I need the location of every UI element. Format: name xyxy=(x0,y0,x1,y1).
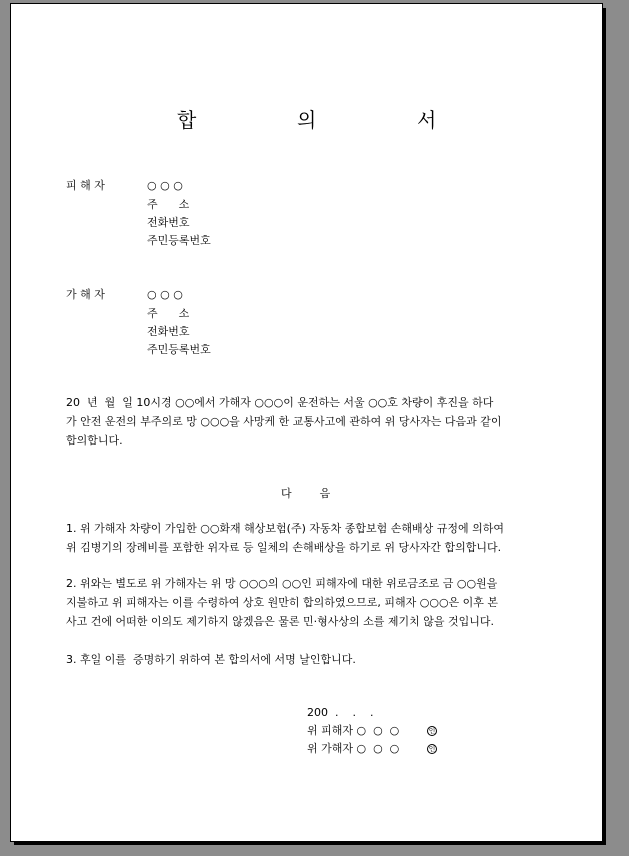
clause-line: 2. 위와는 별도로 위 가해자는 위 망 ○○○의 ○○인 피해자에 대한 위로금조로 금 ○○원을 xyxy=(66,577,498,590)
seal-icon: 인 xyxy=(428,745,436,753)
intro-line: 합의합니다. xyxy=(66,434,123,447)
intro-line: 20 년 월 일 10시경 ○○에서 가해자 ○○○이 운전하는 서울 ○○호 차량이 후진을 하다 xyxy=(66,396,494,409)
title-char-3: 서 xyxy=(417,108,437,132)
victim-phone-label: 전화번호 xyxy=(147,216,190,229)
offender-phone-label: 전화번호 xyxy=(147,325,190,338)
offender-name-marks: ○ ○ ○ xyxy=(147,288,183,301)
page-shadow-right xyxy=(603,8,606,845)
signature-offender-line: 위 가해자 ○ ○ ○ xyxy=(307,742,400,755)
clause-line: 1. 위 가해자 차량이 가입한 ○○화재 해상보험(주) 자동차 종합보험 손해배상 규정에 의하여 xyxy=(66,522,505,535)
clause-line: 3. 후일 이를 증명하기 위하여 본 합의서에 서명 날인합니다. xyxy=(66,653,356,666)
victim-resident-id-label: 주민등록번호 xyxy=(147,234,211,247)
page-shadow-bottom xyxy=(14,842,606,845)
seal-icon: 인 xyxy=(428,727,436,735)
clause-line: 지불하고 위 피해자는 이를 수령하여 상호 원만히 합의하였으므로, 피해자 ○○○은 이후 본 xyxy=(66,596,499,609)
victim-label: 피 해 자 xyxy=(66,179,105,192)
clause-line: 사고 건에 어떠한 이의도 제기하지 않겠음은 물론 민·형사상의 소를 제기치 않을 것입니다. xyxy=(66,615,494,628)
offender-resident-id-label: 주민등록번호 xyxy=(147,343,211,356)
next-heading: 다 음 xyxy=(281,487,331,500)
signature-date: 200 . . . xyxy=(307,706,374,719)
offender-label: 가 해 자 xyxy=(66,288,105,301)
victim-name-marks: ○ ○ ○ xyxy=(147,179,183,192)
title-char-1: 합 xyxy=(177,108,197,132)
victim-address-label: 주 소 xyxy=(147,198,190,211)
document-page xyxy=(10,3,603,842)
title-char-2: 의 xyxy=(297,108,317,132)
clause-line: 위 김병기의 장례비를 포함한 위자료 등 일체의 손해배상을 하기로 위 당사자간 합의합니다. xyxy=(66,541,502,554)
signature-victim-line: 위 피해자 ○ ○ ○ xyxy=(307,724,400,737)
offender-address-label: 주 소 xyxy=(147,307,190,320)
intro-line: 가 안전 운전의 부주의로 망 ○○○을 사망케 한 교통사고에 관하여 위 당사자는 다음과 같이 xyxy=(66,415,502,428)
